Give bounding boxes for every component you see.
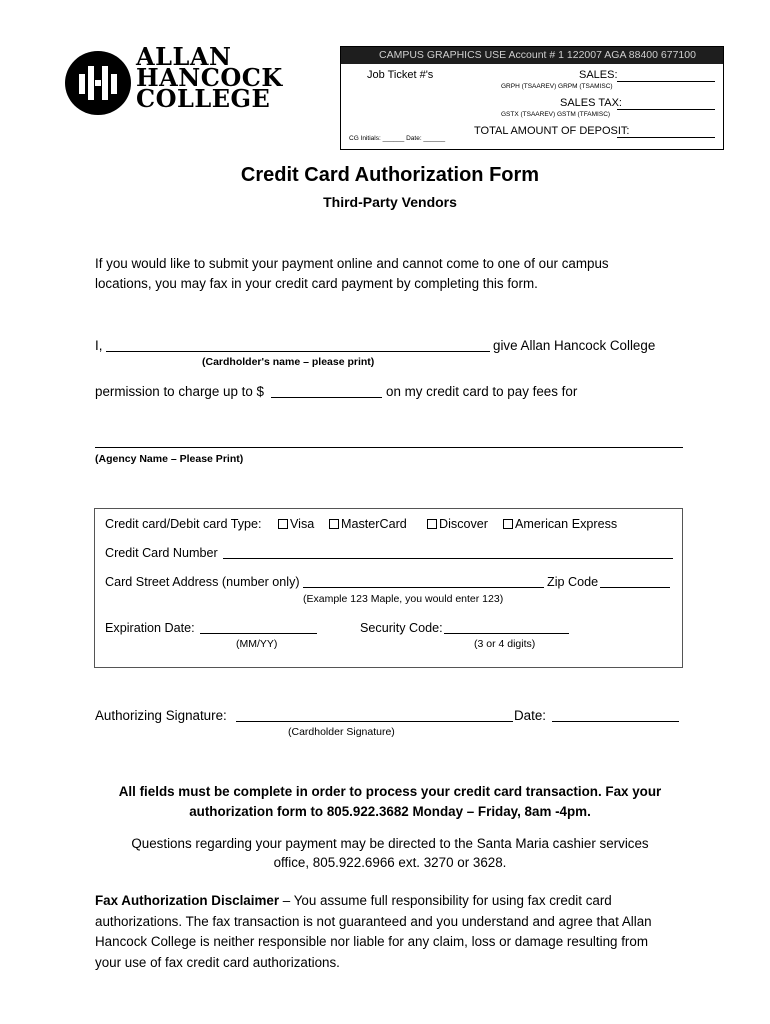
total-deposit-label: TOTAL AMOUNT OF DEPOSIT: bbox=[474, 125, 630, 137]
notice-line-2: authorization form to 805.922.3682 Monday – Friday, 8am -4pm. bbox=[189, 804, 591, 819]
card-type-amex[interactable] bbox=[503, 514, 617, 534]
signature-hint: (Cardholder Signature) bbox=[288, 726, 395, 738]
visa-label: Visa bbox=[290, 517, 315, 531]
amex-label: American Express bbox=[515, 517, 618, 531]
mastercard-label: MasterCard bbox=[341, 517, 407, 531]
cg-initials-date: CG Initials: ______ Date: ______ bbox=[349, 135, 446, 142]
form-subtitle: Third-Party Vendors bbox=[323, 194, 457, 210]
disclaimer-line-1 bbox=[95, 891, 612, 911]
card-type-discover[interactable] bbox=[427, 514, 488, 534]
agency-name-field[interactable] bbox=[95, 447, 683, 448]
sales-tax-codes: GSTX (TSAAREV) GSTM (TFAMISC) bbox=[501, 111, 611, 118]
signature-date-field[interactable] bbox=[552, 721, 679, 722]
security-code-hint: (3 or 4 digits) bbox=[474, 638, 536, 650]
signature-label: Authorizing Signature: bbox=[95, 708, 227, 723]
logo-line-3: COLLEGE bbox=[136, 84, 271, 113]
disclaimer-line-2: authorizations. The fax transaction is not guaranteed and you understand and agree that Allan bbox=[95, 914, 652, 929]
questions-line-2: office, 805.922.6966 ext. 3270 or 3628. bbox=[273, 855, 507, 870]
zip-code-label: Zip Code bbox=[547, 575, 599, 589]
questions-line-1: Questions regarding your payment may be directed to the Santa Maria cashier services bbox=[131, 836, 649, 851]
college-logo-text bbox=[136, 42, 283, 113]
amex-checkbox[interactable] bbox=[503, 519, 513, 529]
agency-name-hint: (Agency Name – Please Print) bbox=[95, 453, 244, 465]
zip-code-field[interactable] bbox=[600, 587, 670, 588]
permission-prefix: permission to charge up to $ bbox=[95, 384, 264, 399]
sales-tax-label: SALES TAX: bbox=[560, 97, 622, 109]
disclaimer-line-1-text: – You assume full responsibility for using fax credit card bbox=[279, 893, 612, 908]
job-ticket-label: Job Ticket #'s bbox=[367, 69, 434, 81]
notice-line-1: All fields must be complete in order to process your credit card transaction. Fax your bbox=[118, 784, 662, 799]
give-text: give Allan Hancock College bbox=[493, 338, 656, 353]
mastercard-checkbox[interactable] bbox=[329, 519, 339, 529]
campus-graphics-box bbox=[340, 46, 724, 150]
card-type-visa[interactable] bbox=[278, 514, 314, 534]
permission-suffix: on my credit card to pay fees for bbox=[386, 384, 578, 399]
expiration-hint: (MM/YY) bbox=[236, 638, 278, 650]
expiration-label: Expiration Date: bbox=[105, 621, 195, 635]
card-address-label: Card Street Address (number only) bbox=[105, 575, 300, 589]
card-type-mastercard[interactable] bbox=[329, 514, 407, 534]
card-address-field[interactable] bbox=[303, 587, 544, 588]
signature-date-label: Date: bbox=[514, 708, 547, 723]
card-type-label: Credit card/Debit card Type: bbox=[105, 517, 262, 531]
intro-line-1: If you would like to submit your payment online and cannot come to one of our campus bbox=[95, 256, 609, 271]
card-number-field[interactable] bbox=[223, 558, 673, 559]
visa-checkbox[interactable] bbox=[278, 519, 288, 529]
address-example-hint: (Example 123 Maple, you would enter 123) bbox=[303, 593, 504, 605]
intro-line-2: locations, you may fax in your credit card payment by completing this form. bbox=[95, 276, 538, 291]
security-code-label: Security Code: bbox=[360, 621, 443, 635]
sales-field[interactable] bbox=[617, 81, 715, 82]
i-label: I, bbox=[95, 338, 103, 353]
total-deposit-field[interactable] bbox=[617, 137, 715, 138]
cardholder-name-hint: (Cardholder's name – please print) bbox=[202, 356, 375, 368]
discover-checkbox[interactable] bbox=[427, 519, 437, 529]
disclaimer-title: Fax Authorization Disclaimer bbox=[95, 893, 280, 908]
expiration-field[interactable] bbox=[200, 633, 317, 634]
signature-field[interactable] bbox=[236, 721, 513, 722]
sales-tax-field[interactable] bbox=[617, 109, 715, 110]
campus-graphics-header: CAMPUS GRAPHICS USE Account # 1 122007 AGA 88400 677100 bbox=[341, 47, 723, 64]
logo-line-2: HANCOCK bbox=[136, 63, 283, 92]
college-logo-icon bbox=[64, 50, 132, 116]
cardholder-name-field[interactable] bbox=[106, 351, 490, 352]
sales-label: SALES: bbox=[579, 69, 618, 81]
form-title: Credit Card Authorization Form bbox=[240, 164, 540, 186]
card-number-label: Credit Card Number bbox=[105, 546, 218, 560]
disclaimer-line-3: Hancock College is neither responsible nor liable for any claim, loss or damage resulting from bbox=[95, 934, 648, 949]
discover-label: Discover bbox=[439, 517, 488, 531]
charge-amount-field[interactable] bbox=[271, 397, 382, 398]
security-code-field[interactable] bbox=[444, 633, 569, 634]
sales-codes: GRPH (TSAAREV) GRPM (TSAMISC) bbox=[501, 83, 613, 90]
logo-line-1: ALLAN bbox=[136, 42, 232, 71]
disclaimer-line-4: your use of fax credit card authorizations. bbox=[95, 955, 340, 970]
